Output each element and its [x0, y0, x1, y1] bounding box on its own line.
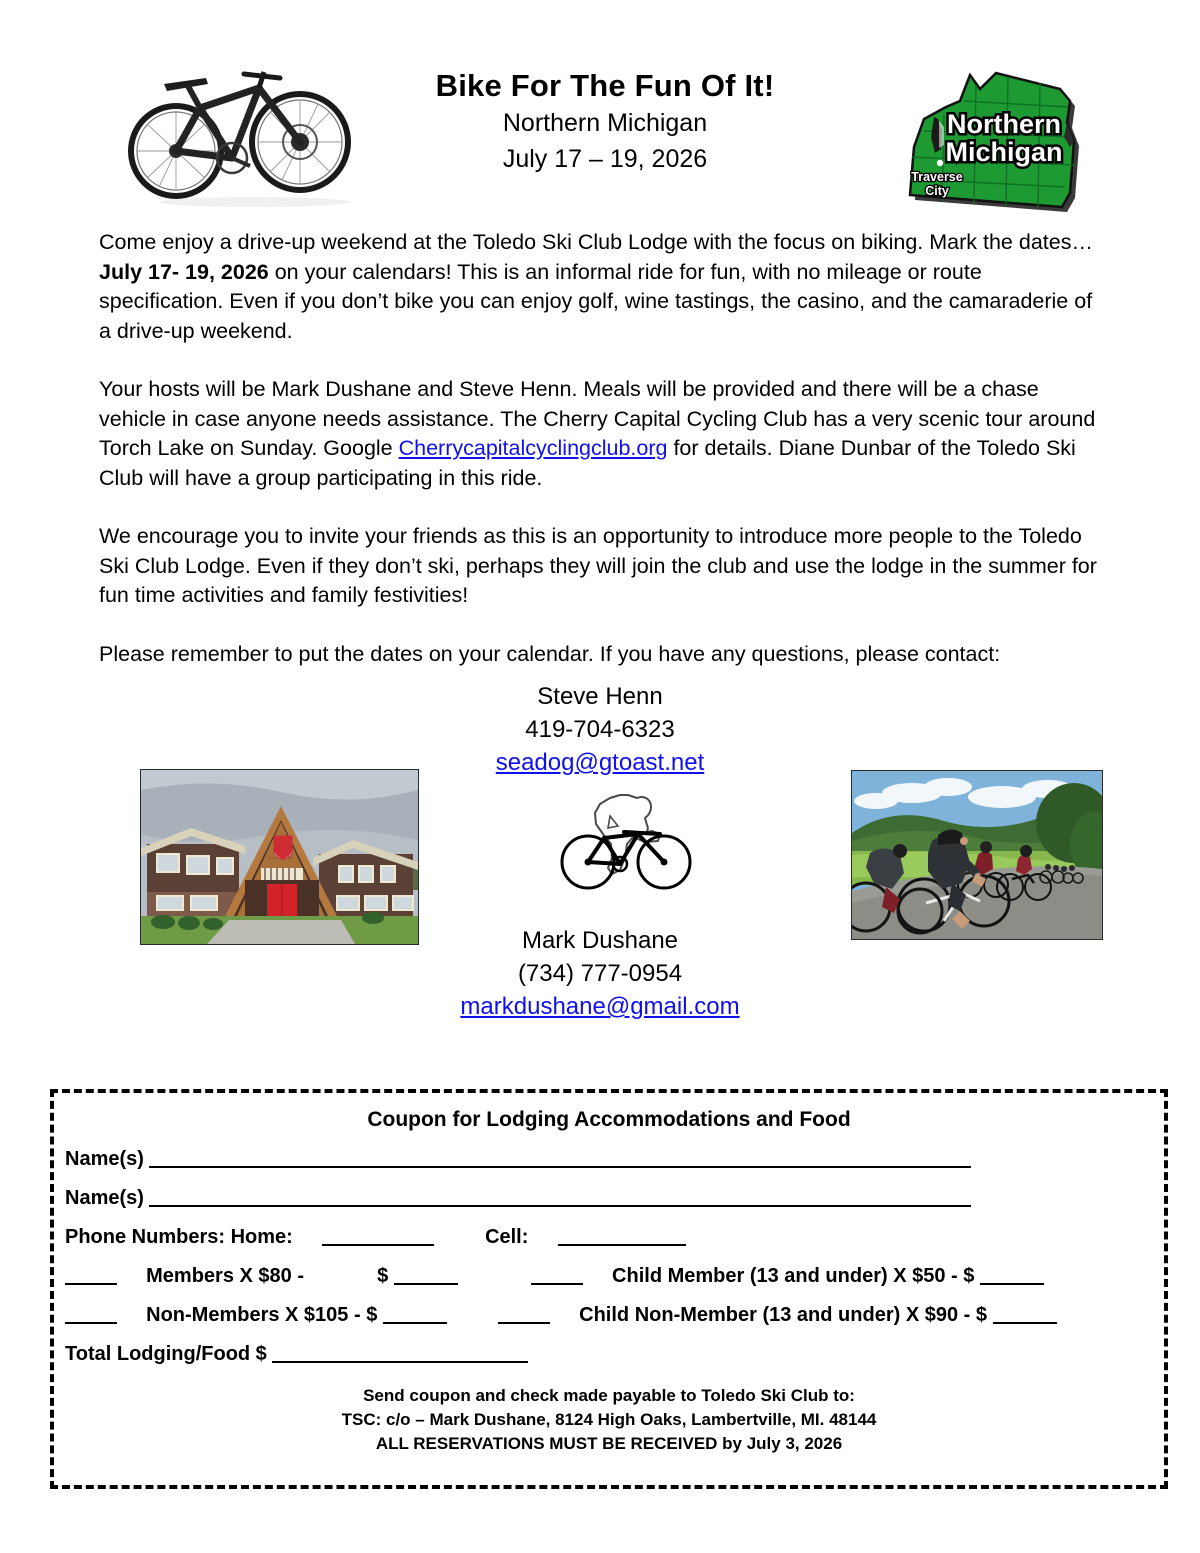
- coupon-row-name-1: [65, 1145, 1164, 1173]
- coupon-footer-line-3: ALL RESERVATIONS MUST BE RECEIVED by July 3, 2026: [375, 1434, 843, 1453]
- members-label: Members X $80 -: [146, 1265, 304, 1287]
- p1-text-b: on your calendars! This is an informal ride for fun, with no mileage or route specification. Even if you don’t bike you can enjoy golf, wine tastings, the casino, and the camaraderie of a drive-up weekend.: [99, 259, 1093, 343]
- contact-block-mark-dushane: [350, 924, 850, 1023]
- title-block: [370, 68, 840, 176]
- bicycle-photo: [104, 46, 370, 209]
- name-label-2: Name(s): [65, 1187, 144, 1209]
- p2-text-b: for details. Diane Dunbar of the Toledo Ski Club will have a group participating in this ride.: [99, 436, 1076, 490]
- phone-home-label: Phone Numbers: Home:: [65, 1226, 293, 1248]
- non-members-amount-input[interactable]: [383, 1306, 447, 1324]
- lodge-photo: [140, 769, 419, 945]
- coupon-footer-line-2: TSC: c/o – Mark Dushane, 8124 High Oaks, Lambertville, MI. 48144: [341, 1410, 877, 1429]
- contact-name: Steve Henn: [537, 683, 663, 710]
- non-members-label: Non-Members X $105 - $: [146, 1304, 378, 1326]
- coupon-row-non-members: [65, 1301, 1164, 1329]
- contact-email-link[interactable]: seadog@gtoast.net: [495, 749, 705, 776]
- coupon-fields: [54, 1145, 1164, 1368]
- page-title: Bike For The Fun Of It!: [435, 68, 775, 103]
- subtitle-dates: July 17 – 19, 2026: [502, 144, 708, 173]
- contact-block-steve-henn: [350, 680, 850, 779]
- northern-michigan-logo: [884, 45, 1096, 217]
- coupon-title: Coupon for Lodging Accommodations and Food: [367, 1108, 851, 1131]
- name-label-1: Name(s): [65, 1148, 144, 1170]
- coupon-row-total: [65, 1340, 1164, 1368]
- cherry-capital-cycling-club-link[interactable]: Cherrycapitalcyclingclub.org: [398, 436, 668, 460]
- contact-phone: (734) 777-0954: [517, 960, 683, 987]
- contact-email-link[interactable]: markdushane@gmail.com: [460, 993, 740, 1020]
- members-qty-input[interactable]: [65, 1267, 117, 1285]
- name-input-1[interactable]: [149, 1150, 971, 1168]
- child-member-qty-input[interactable]: [531, 1267, 583, 1285]
- coupon-footer: [54, 1384, 1164, 1456]
- svg-text:City: City: [925, 184, 949, 198]
- total-amount-input[interactable]: [272, 1345, 528, 1363]
- coupon-form: [50, 1089, 1168, 1489]
- p1-dates-bold: July 17- 19, 2026: [99, 259, 269, 284]
- coupon-row-name-2: [65, 1184, 1164, 1212]
- cyclists-photo: [851, 770, 1103, 940]
- page-header: [0, 0, 1200, 215]
- child-non-member-qty-input[interactable]: [498, 1306, 550, 1324]
- members-dollar-sign: $: [377, 1265, 389, 1287]
- coupon-row-phones: [65, 1223, 1164, 1251]
- phone-cell-input[interactable]: [558, 1228, 686, 1246]
- contact-phone: 419-704-6323: [525, 716, 675, 743]
- paragraph-3: We encourage you to invite your friends as this is an opportunity to introduce more people to the Toledo Ski Club Lodge. Even if they don’t ski, perhaps they will join the club and use the lodge in the summer for fun time activities and family festivities!: [99, 524, 1097, 607]
- paragraph-2: [99, 375, 1109, 493]
- cyclist-line-art-icon: [548, 786, 708, 898]
- total-label: Total Lodging/Food $: [65, 1343, 267, 1365]
- coupon-row-members: [65, 1262, 1164, 1290]
- name-input-2[interactable]: [149, 1189, 971, 1207]
- child-member-amount-input[interactable]: [980, 1267, 1044, 1285]
- members-amount-input[interactable]: [394, 1267, 458, 1285]
- child-non-member-label: Child Non-Member (13 and under) X $90 - $: [579, 1304, 987, 1326]
- svg-text:Northern: Northern: [947, 109, 1061, 139]
- subtitle-location: Northern Michigan: [502, 108, 708, 137]
- svg-text:Michigan: Michigan: [945, 137, 1063, 167]
- svg-text:Traverse: Traverse: [911, 170, 963, 184]
- p1-text-a: Come enjoy a drive-up weekend at the Toledo Ski Club Lodge with the focus on biking. Mark the dates…: [99, 230, 1093, 254]
- child-non-member-amount-input[interactable]: [993, 1306, 1057, 1324]
- non-members-qty-input[interactable]: [65, 1306, 117, 1324]
- paragraph-4: Please remember to put the dates on your calendar. If you have any questions, please contact:: [99, 641, 1001, 666]
- contact-name: Mark Dushane: [521, 927, 679, 954]
- child-member-label: Child Member (13 and under) X $50 - $: [612, 1265, 975, 1287]
- phone-home-input[interactable]: [322, 1228, 434, 1246]
- body-copy: [99, 228, 1109, 669]
- coupon-footer-line-1: Send coupon and check made payable to Toledo Ski Club to:: [363, 1386, 855, 1405]
- p2-text-a: Your hosts will be Mark Dushane and Steve Henn. Meals will be provided and there will be a chase vehicle in case anyone needs assistance. The Cherry Capital Cycling Club has a very scenic tour around Torch Lake on Sunday. Google: [99, 377, 1096, 460]
- phone-cell-label: Cell:: [485, 1226, 529, 1248]
- paragraph-1: [99, 228, 1109, 346]
